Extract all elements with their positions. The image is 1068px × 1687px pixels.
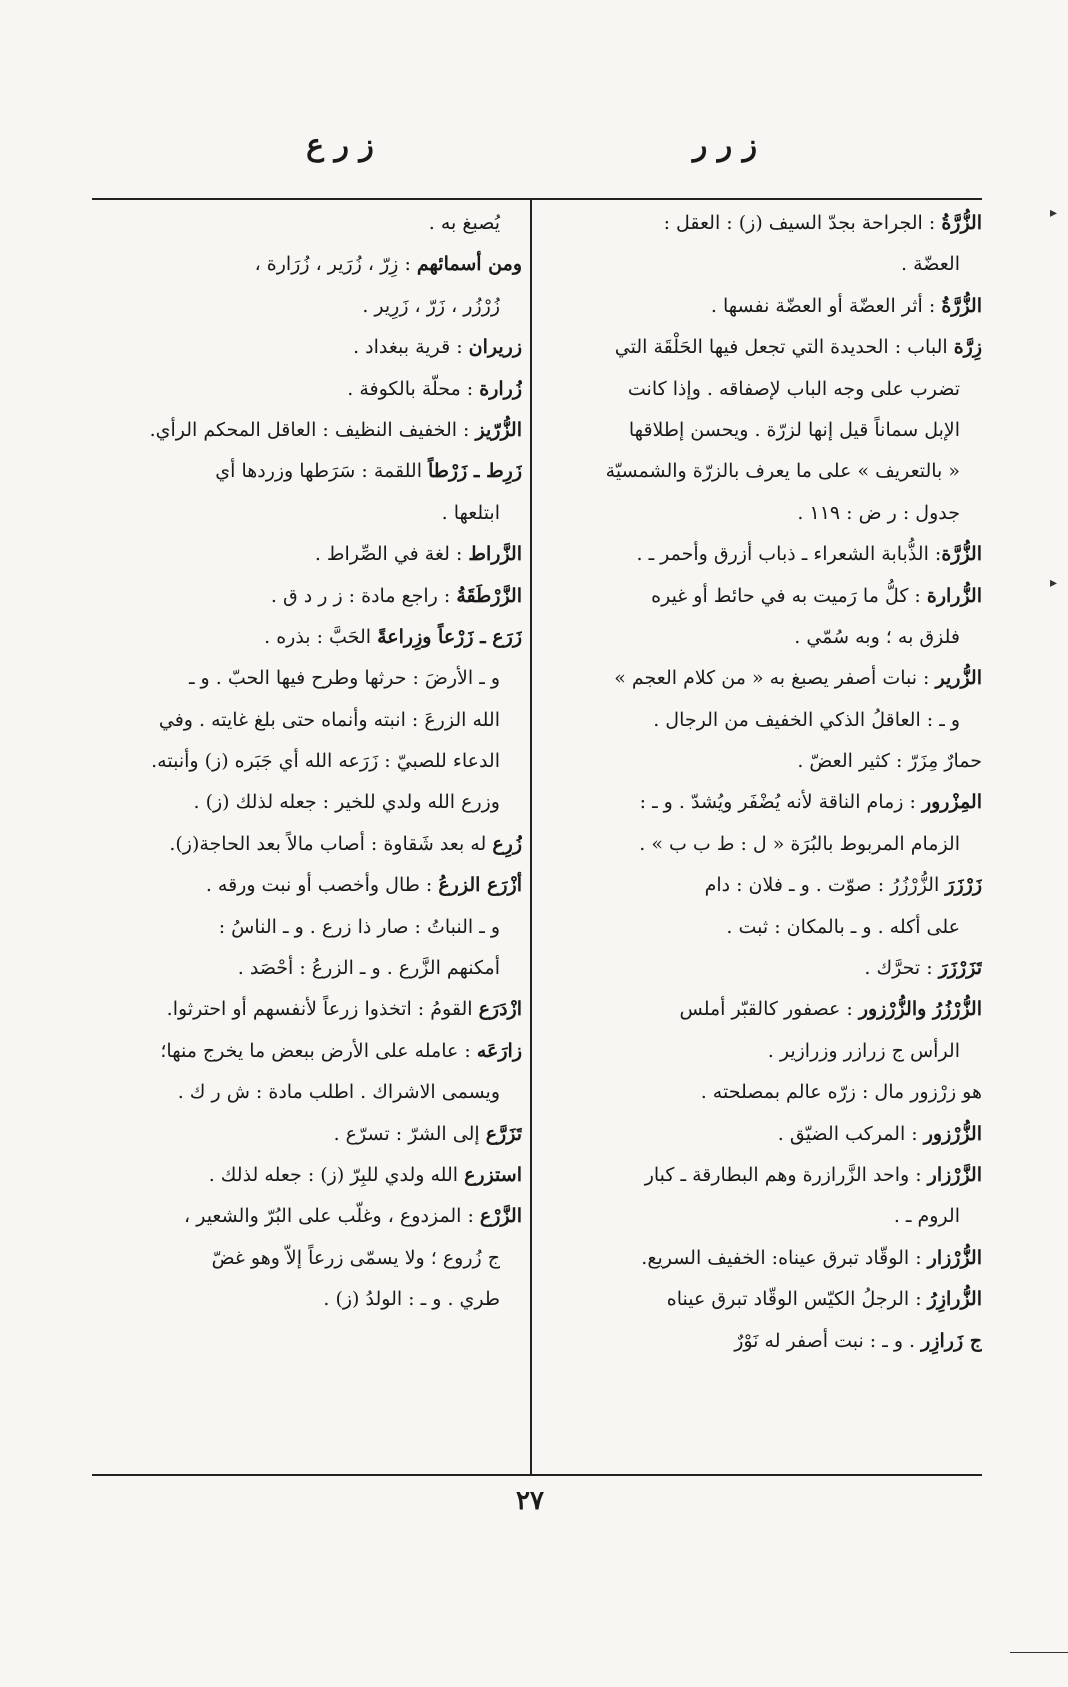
headword: تَزَرْزَرَ [938,957,982,980]
definition: : الرجلُ الكيّس الوقّاد تبرق عيناه [666,1288,928,1311]
entry-line [542,410,982,451]
definition: القومُ : اتخذوا زرعاً لأنفسهم أو احترثوا. [166,998,479,1021]
definition: على أكله . و ـ بالمكان : ثبت . [726,915,960,938]
entry-line [92,989,522,1030]
definition: الله ولدي للبِرّ (ز) : جعله لذلك . [208,1163,465,1186]
definition: الزُّرْزُرُ : صوّت . و ـ فلان : دام [704,874,946,897]
entry-line [542,1114,982,1155]
entry-line [542,865,982,906]
headword: الزُّرْزور [923,1122,982,1145]
top-rule [92,198,982,200]
entry-line [92,410,522,451]
entry-line [92,534,522,575]
entry-line [92,865,522,906]
entry-line [542,782,982,823]
headword: زَرْزَرَ [945,874,982,897]
definition: جدول : ر ض : ١١٩ . [797,501,960,524]
headword: الزُّرْزُرُ والزُّرْزور [858,998,982,1021]
entry-line [92,1279,522,1320]
definition: الدعاء للصبيّ : زَرَعه الله أي جَبَره (ز) وأنبته. [151,750,500,773]
entry-line [542,948,982,989]
definition: وزرع الله ولدي للخير : جعله لذلك (ز) . [193,791,500,814]
definition: : كلُّ ما رَميت به في حائط أو غيره [651,584,927,607]
headword: الزُّرَّةُ [941,294,982,317]
margin-line [1010,1652,1068,1653]
entry-line [542,1072,982,1113]
definition: الحَبَّ : بذره . [264,625,378,648]
entry-line [542,989,982,1030]
right-column [542,203,982,1468]
definition: الروم ـ . [893,1205,960,1228]
entry-line [542,369,982,410]
entry-line [542,617,982,658]
headword: زَرِط ـ زَرْطاً [428,460,522,483]
entry-line [92,451,522,492]
entry-line [92,203,522,244]
definition: يُصبغ به . [428,212,500,234]
headword: استزرع [464,1163,522,1186]
entry-line [92,1238,522,1279]
entry-line [542,327,982,368]
headword: الزُّرَّةُ [941,212,982,234]
entry-line [92,1196,522,1237]
definition: : المركب الضيّق . [777,1122,924,1145]
entry-line [542,1031,982,1072]
headword: زُرِع [492,832,522,855]
definition: : واحد الزَّرازرة وهم البطارقة ـ كبار [644,1163,928,1186]
definition: فلزق به ؛ وبه سُمّي . [794,625,960,648]
left-column [92,203,522,1468]
headword: الزُّرازِرُ [927,1288,982,1311]
headword: الزُّرَّة [941,543,982,566]
entry-line [92,907,522,948]
page-number: ٢٧ [516,1486,544,1516]
entry-line [542,1279,982,1320]
definition: . و ـ : نبت أصفر له نَوْرٌ [734,1329,922,1352]
definition: له بعد شَقاوة : أصاب مالاً بعد الحاجة(ز). [169,832,493,855]
entry-line [542,534,982,575]
entry-line [542,1196,982,1237]
definition: : تحرَّك . [864,957,939,980]
headword: زَرَع ـ زَرْعاً وزِراعةً [377,625,522,648]
definition: و ـ النباتُ : صار ذا زرع . و ـ الناسُ : [218,915,500,938]
entry-line [92,1114,522,1155]
margin-mark-icon: ▸ [1050,575,1058,591]
definition: : المزدوع ، وغلّب على البُرّ والشعير ، [184,1205,480,1228]
definition: الرأس ج زرازر وزرازير . [767,1039,960,1062]
definition: ويسمى الاشراك . اطلب مادة : ش ر ك . [177,1081,500,1104]
definition: العضّة . [901,253,960,276]
definition: زُرْزُر ، زَرّ ، زَرِير . [362,294,500,317]
entry-line [92,369,522,410]
definition: و ـ الأرضَ : حرثها وطرح فيها الحبّ . و ـ [188,667,500,690]
definition: « بالتعريف » على ما يعرف بالزرّة والشمسيّة [605,460,960,483]
definition: الله الزرعَ : انبته وأنماه حتى بلغ غايته . وفي [158,708,500,731]
entry-line [542,907,982,948]
headword: الزَّراط [468,543,522,566]
definition: إلى الشرّ : تسرّع . [333,1122,486,1145]
entry-line [542,741,982,782]
entry-line [92,824,522,865]
right-column-header: ز ر ر [692,128,758,163]
entry-line [542,576,982,617]
entry-line [92,782,522,823]
headword: الزَّرْع [479,1205,522,1228]
entry-line [542,451,982,492]
entry-line [542,244,982,285]
entry-line [542,1321,982,1362]
headword: ج زَرازِر [921,1329,982,1352]
definition: و ـ : العاقلُ الذكي الخفيف من الرجال . [653,708,960,731]
entry-line [542,700,982,741]
definition: الباب : الحديدة التي تجعل فيها الحَلْقَة التي [614,336,954,359]
definition: : عصفور كالقبّر أملس [679,998,859,1021]
entry-line [92,576,522,617]
definition: هو زرْزور مال : زرّه عالم بمصلحته . [700,1081,982,1104]
definition: طري . و ـ : الولدُ (ز) . [323,1288,500,1311]
headword: زُرارة [479,377,522,400]
column-divider [530,198,532,1474]
headword: زريران [468,336,522,359]
headword: الزُّرير [935,667,982,690]
entry-line [542,203,982,244]
definition: : عامله على الأرض ببعض ما يخرج منها؛ [160,1039,477,1062]
headword: زارَعَه [476,1039,522,1062]
headword: أزْرَع الزرعُ [438,874,522,897]
entry-line [542,286,982,327]
definition: الزمام المربوط بالبُرَة « ل : ط ب ب » . [639,832,960,855]
definition: : لغة في الصِّراط . [314,543,469,566]
entry-line [92,1072,522,1113]
definition: ج زُروع ؛ ولا يسمّى زرعاً إلاّ وهو غضّ [211,1246,500,1269]
entry-line [92,700,522,741]
headword: زِرَّة [953,336,982,359]
entry-line [92,493,522,534]
entry-line [92,327,522,368]
definition: ابتلعها . [441,501,500,524]
left-column-header: ز ر ع [306,128,374,163]
margin-mark-icon: ▸ [1050,205,1058,221]
entry-line [92,617,522,658]
definition: : قرية ببغداد . [353,336,469,359]
definition: الإبل سماناً قيل إنها لزرّة . ويحسن إطلاقها [628,418,960,441]
entry-line [92,948,522,989]
entry-line [542,824,982,865]
headword: المِزْرور [921,791,982,814]
entry-line [92,244,522,285]
definition: : الوقّاد تبرق عيناه: الخفيف السريع. [641,1246,928,1269]
entry-line [92,658,522,699]
definition: : طال وأخصب أو نبت ورقه . [205,874,439,897]
definition: : أثر العضّة أو العضّة نفسها . [710,294,942,317]
entry-line [542,658,982,699]
definition: : زِرّ ، زُرَير ، زُرَارة ، [254,253,417,276]
definition: : راجع مادة : ز ر د ق . [270,584,457,607]
entry-line [542,493,982,534]
headword: الزُّرارة [926,584,982,607]
entry-line [92,741,522,782]
entry-line [92,286,522,327]
definition: : الجراحة بجدّ السيف (ز) : العقل : [663,212,942,234]
definition: أمكنهم الزَّرع . و ـ الزرعُ : أحْصَد . [237,957,500,980]
definition: : زمام الناقة لأنه يُضْفَر ويُشدّ . و ـ : [639,791,922,814]
headword: الزُّرْزار [927,1246,982,1269]
definition: اللقمة : سَرَطها وزردها أي [215,460,429,483]
entry-line [542,1155,982,1196]
definition: : الخفيف النظيف : العاقل المحكم الرأي. [149,418,476,441]
definition: : الذُّبابة الشعراء ـ ذباب أزرق وأحمر ـ . [636,543,942,566]
headword: الزُّرّيز [475,418,522,441]
definition: : نبات أصفر يصبغ به « من كلام العجم » [614,667,936,690]
definition: : محلّة بالكوفة . [347,377,480,400]
definition: تضرب على وجه الباب لإصفاقه . وإذا كانت [627,377,960,400]
headword: تَزَرَّع [485,1122,522,1145]
headword: ازْدَرَع [478,998,522,1021]
bottom-rule [92,1474,982,1476]
headword: الزَّرْطَقَةُ [456,584,522,607]
entry-line [92,1155,522,1196]
headword: ومن أسمائهم [416,253,522,276]
headword: الزَّرْزار [927,1163,982,1186]
definition: حمارٌ مِزَرّ : كثير العضّ . [797,750,982,773]
entry-line [92,1031,522,1072]
entry-line [542,1238,982,1279]
